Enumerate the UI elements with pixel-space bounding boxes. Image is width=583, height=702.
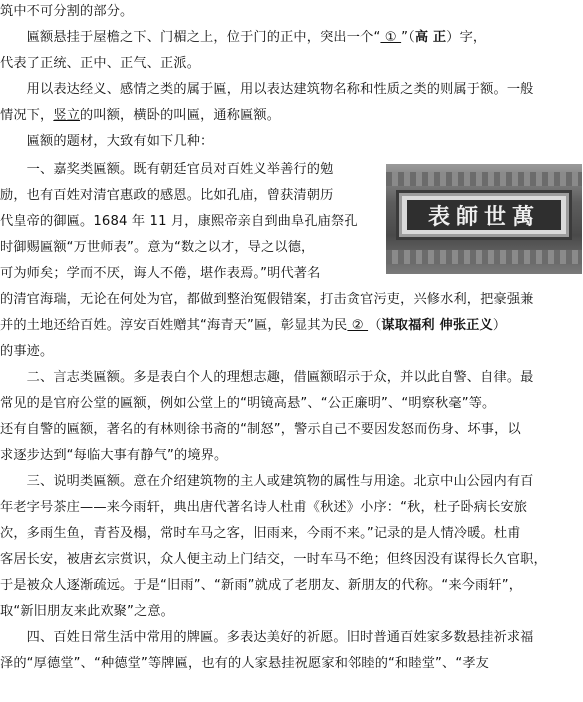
text-segment: 励，也有百姓对清官惠政的感恩。比如孔庙，曾获清朝历	[0, 188, 334, 203]
text-segment: 可为师矣；学而不厌，诲人不倦，堪作表焉。”明代著名	[0, 266, 321, 281]
text-segment: 三、说明类匾额。意在介绍建筑物的主人或建筑物的属性与用途。北京中山公园内有百	[0, 474, 534, 489]
text-line	[0, 82, 534, 98]
text-line	[0, 396, 495, 412]
text-line	[0, 344, 53, 360]
text-line	[0, 318, 506, 334]
plaque-photo	[386, 164, 582, 274]
answer-blank: ①	[380, 30, 402, 45]
text-segment: 客居长安，被唐玄宗赏识，众人便主动上门结交，一时车马不绝；但终因没有谋得长久官职，	[0, 552, 547, 567]
answer-blank: ②	[347, 318, 369, 333]
text-line	[0, 4, 133, 20]
text-segment: 次，多雨生鱼，青苔及榻，常时车马之客，旧雨来，今雨不来。”记录的是人情冷暖。杜甫	[0, 526, 521, 541]
text-line	[0, 240, 314, 256]
eave-decoration	[386, 250, 582, 264]
text-segment: 二、言志类匾额。多是表白个人的理想志趣，借匾额昭示于众，并以此自警、自律。最	[0, 370, 534, 385]
text-line	[0, 552, 547, 568]
text-segment: 四、百姓日常生活中常用的牌匾。多表达美好的祈愿。旧时普通百姓家多数悬挂祈求福	[0, 630, 534, 645]
text-segment: ”（	[401, 30, 415, 45]
text-line	[0, 578, 522, 594]
text-segment: 代皇帝的御匾。1684 年 11 月，康熙帝亲自到曲阜孔庙祭孔	[0, 214, 358, 229]
text-line	[0, 56, 200, 72]
text-segment: ）	[492, 318, 507, 333]
text-segment: 常见的是官府公堂的匾额，例如公堂上的“明镜高悬”、“公正廉明”、“明察秋毫”等。	[0, 396, 496, 411]
answer-blank: 竖立	[53, 108, 81, 123]
text-segment: 的清官海瑞，无论在何处为官，都做到整治冤假错案，打击贪官污吏，兴修水利，把豪强兼	[0, 292, 534, 307]
text-segment: 谋取福利 伸张正义	[381, 318, 493, 333]
text-line	[0, 656, 489, 672]
text-segment: 匾额悬挂于屋檐之下、门楣之上，位于门的正中，突出一个“	[0, 30, 381, 45]
text-segment: 用以表达经义、感情之类的属于匾，用以表达建筑物名称和性质之类的则属于额。一般	[0, 82, 534, 97]
roof-decoration	[386, 172, 582, 186]
text-segment: 年老字号茶庄——来今雨轩，典出唐代著名诗人杜甫《秋述》小序：“秋，杜子卧病长安旅	[0, 500, 528, 515]
text-segment: 的事迹。	[0, 344, 54, 359]
text-line	[0, 500, 527, 516]
text-line	[0, 134, 213, 150]
text-line	[0, 292, 534, 308]
text-line	[0, 188, 333, 204]
text-segment: 筑中不可分割的部分。	[0, 4, 134, 19]
text-segment: 并的土地还给百姓。淳安百姓赠其“海青天”匾，彰显其为民	[0, 318, 348, 333]
text-line	[0, 370, 534, 386]
text-segment: 情况下，	[0, 108, 54, 123]
text-line	[0, 604, 174, 620]
text-line	[0, 266, 320, 282]
text-segment: ）字，	[446, 30, 487, 45]
plaque-inscription: 表師世萬	[407, 200, 561, 230]
plaque-board	[396, 190, 572, 240]
text-line	[0, 30, 486, 46]
text-segment: 高 正	[414, 30, 447, 45]
text-segment: 一、嘉奖类匾额。既有朝廷官员对百姓义举善行的勉	[0, 162, 334, 177]
text-line	[0, 422, 521, 438]
text-segment: 的叫额，横卧的叫匾，通称匾额。	[80, 108, 281, 123]
text-line	[0, 448, 227, 464]
text-segment: 求逐步达到“每临大事有静气”的境界。	[0, 448, 228, 463]
text-segment: （	[368, 318, 382, 333]
text-segment: 匾额的题材，大致有如下几种：	[0, 134, 214, 149]
text-line	[0, 630, 534, 646]
text-segment: 还有自警的匾额，著名的有林则徐书斋的“制怒”，警示自己不要因发怒而伤身、坏事，以	[0, 422, 521, 437]
text-segment: 于是被众人逐渐疏远。于是“旧雨”、“新雨”就成了老朋友、新朋友的代称。“来今雨轩”，	[0, 578, 523, 593]
text-segment: 时御赐匾额“万世师表”。意为“数之以才，导之以德，	[0, 240, 315, 255]
text-line	[0, 162, 333, 178]
text-line	[0, 474, 534, 490]
text-segment: 取“新旧朋友来此欢聚”之意。	[0, 604, 175, 619]
text-line	[0, 214, 358, 230]
text-segment: 代表了正统、正中、正气、正派。	[0, 56, 201, 71]
text-segment: 泽的“厚德堂”、“种德堂”等牌匾，也有的人家悬挂祝愿家和邻睦的“和睦堂”、“孝友	[0, 656, 490, 671]
text-line	[0, 526, 521, 542]
text-line	[0, 108, 280, 124]
